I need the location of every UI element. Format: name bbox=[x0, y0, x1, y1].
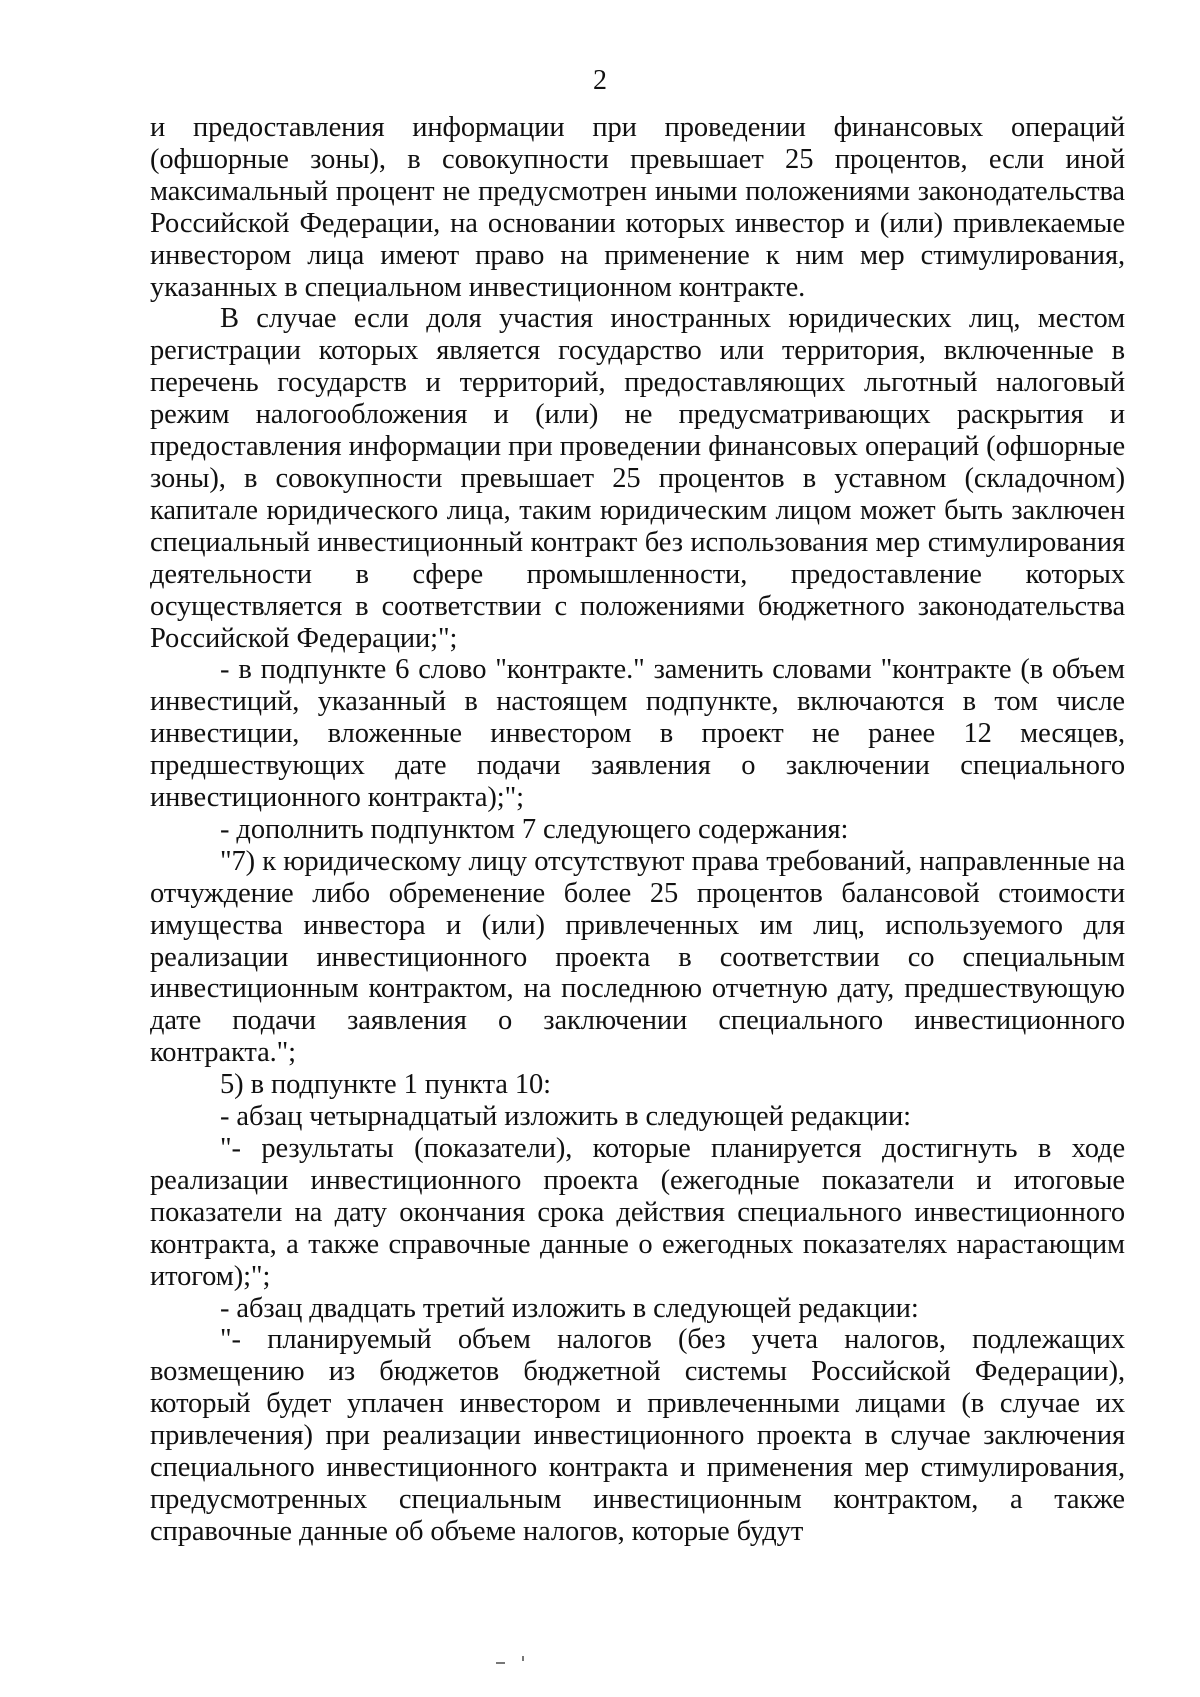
paragraph: - в подпункте 6 слово "контракте." заменить словами "контракте (в объем инвестиций, указанный в настоящем подпункте, включаются в том числе инвестиции, вложенные инвестором в проект не ранее 12 месяцев, предшествующих дате подачи заявления о заключении специального инвестиционного контракта);"; bbox=[150, 654, 1125, 814]
page-number: 2 bbox=[593, 65, 607, 96]
paragraph: "7) к юридическому лицу отсутствуют права требований, направленные на отчуждение либо обременение более 25 процентов балансовой стоимости имущества инвестора и (или) привлеченных им лиц, используемого для реализации инвестиционного проекта в соответствии со специальным инвестиционным контрактом, на последнюю отчетную дату, предшествующую дате подачи заявления о заключении специального инвестиционного контракта."; bbox=[150, 845, 1125, 1069]
paragraph: "- результаты (показатели), которые планируется достигнуть в ходе реализации инвестиционного проекта (ежегодные показатели и итоговые показатели на дату окончания срока действия специального инвестиционного контракта, а также справочные данные о ежегодных показателях нарастающим итогом);"; bbox=[150, 1133, 1125, 1292]
scan-artifact bbox=[496, 1662, 505, 1664]
scan-artifact bbox=[522, 1656, 524, 1661]
paragraph: - дополнить подпунктом 7 следующего содержания: bbox=[220, 813, 849, 845]
paragraph: "- планируемый объем налогов (без учета налогов, подлежащих возмещению из бюджетов бюджетной системы Российской Федерации), который будет уплачен инвестором и привлеченными лицами (в случае их привлечения) при реализации инвестиционного проекта в случае заключения специального инвестиционного контракта и применения мер стимулирования, предусмотренных специальным инвестиционным контрактом, а также справочные данные об объеме налогов, которые будут bbox=[150, 1324, 1125, 1547]
paragraph: - абзац четырнадцатый изложить в следующей редакции: bbox=[220, 1101, 911, 1133]
paragraph: и предоставления информации при проведении финансовых операций (офшорные зоны), в совокупности превышает 25 процентов, если иной максимальный процент не предусмотрен иными положениями законодательства Российской Федерации, на основании которых инвестор и (или) привлекаемые инвестором лица имеют право на применение к ним мер стимулирования, указанных в специальном инвестиционном контракте. bbox=[150, 112, 1125, 303]
paragraph: - абзац двадцать третий изложить в следующей редакции: bbox=[220, 1292, 919, 1324]
paragraph: В случае если доля участия иностранных юридических лиц, местом регистрации которых является государство или территория, включенные в перечень государств и территорий, предоставляющих льготный налоговый режим налогообложения и (или) не предусматривающих раскрытия и предоставления информации при проведении финансовых операций (офшорные зоны), в совокупности превышает 25 процентов в уставном (складочном) капитале юридического лица, таким юридическим лицом может быть заключен специальный инвестиционный контракт без использования мер стимулирования деятельности в сфере промышленности, предоставление которых осуществляется в соответствии с положениями бюджетного законодательства Российской Федерации;"; bbox=[150, 303, 1125, 654]
paragraph: 5) в подпункте 1 пункта 10: bbox=[220, 1069, 551, 1101]
body-text bbox=[150, 112, 1125, 1548]
